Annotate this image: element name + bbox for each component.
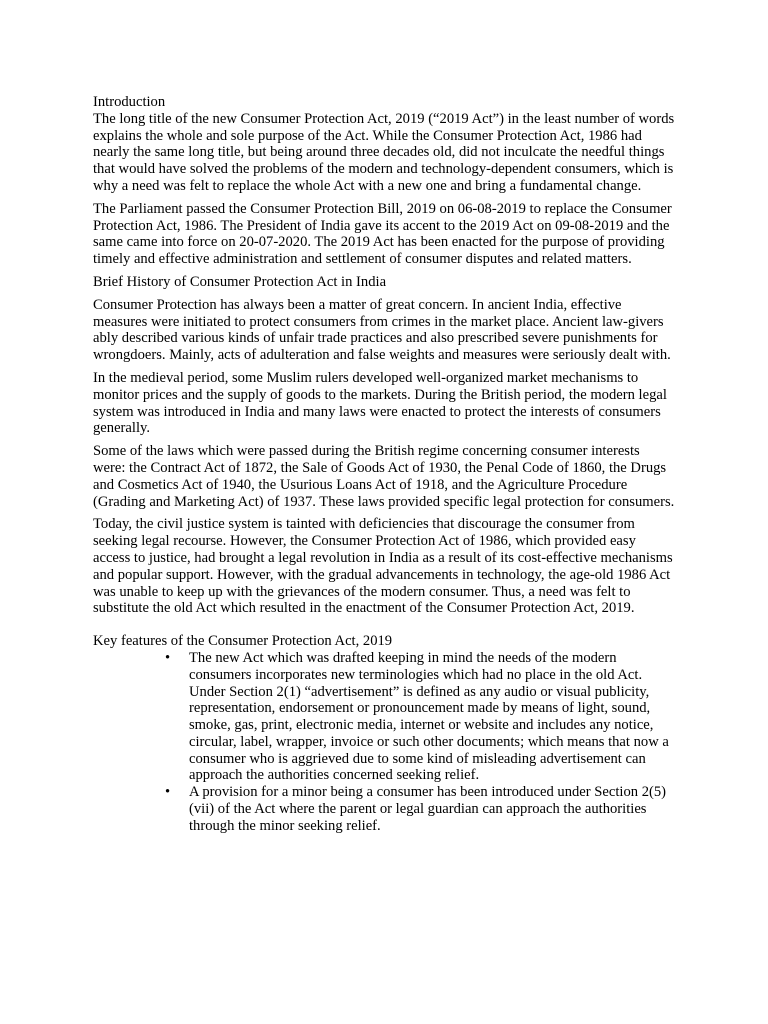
- intro-paragraph-2: The Parliament passed the Consumer Protection Bill, 2019 on 06-08-2019 to replace the Consumer Protection Act, 1986. The President of India gave its accent to the 2019 Act on 09-08-2019 and the same came into force on 20-07-2020. The 2019 Act has been enacted for the purpose of providing timely and effective administration and settlement of consumer disputes and related matters.: [93, 200, 672, 268]
- bullet-icon: •: [165, 649, 171, 666]
- intro-heading: Introduction: [93, 94, 166, 110]
- history-paragraph-2: In the medieval period, some Muslim rulers developed well-organized market mechanisms to monitor prices and the supply of goods to the markets. During the British period, the modern legal system was introduced in India and many laws were enacted to protect the interests of consumers generally.: [93, 369, 667, 437]
- intro-paragraph-1: The long title of the new Consumer Protection Act, 2019 (“2019 Act”) in the least number of words explains the whole and sole purpose of the Act. While the Consumer Protection Act, 1986 had nearly the same long title, but being around three decades old, did not inculcate the needful things that would have solved the problems of the modern and technology-dependent consumers, which is why a need was felt to replace the whole Act with a new one and bring a fundamental change.: [93, 110, 675, 194]
- history-heading: Brief History of Consumer Protection Act in India: [93, 273, 387, 290]
- bullet-icon: •: [165, 784, 171, 801]
- history-paragraph-3: Some of the laws which were passed during the British regime concerning consumer interests were: the Contract Act of 1872, the Sale of Goods Act of 1930, the Penal Code of 1860, the Drugs and Cosmetics Act of 1940, the Usurious Loans Act of 1918, and the Agriculture Procedure (Grading and Marketing Act) of 1937. These laws provided specific legal protection for consumers.: [93, 443, 675, 510]
- feature-text: The new Act which was drafted keeping in mind the needs of the modern consumers incorporates new terminologies which had no place in the old Act. Under Section 2(1) “advertisement” is defined as any audio or visual publicity, representation, endorsement or pronouncement made by means of light, sound, smoke, gas, print, electronic media, internet or website and includes any notice, circular, label, wrapper, invoice or such other documents; which means that now a consumer who is aggrieved due to some kind of misleading advertisement can approach the authorities concerned seeking relief.: [189, 649, 669, 784]
- document-page: [93, 94, 675, 835]
- feature-text: A provision for a minor being a consumer has been introduced under Section 2(5)(vii) of the Act where the parent or legal guardian can approach the authorities through the minor seeking relief.: [189, 784, 667, 834]
- features-heading: Key features of the Consumer Protection Act, 2019: [93, 633, 393, 650]
- section-spacer: [93, 623, 675, 633]
- history-paragraph-1: Consumer Protection has always been a matter of great concern. In ancient India, effective measures were initiated to protect consumers from crimes in the market place. Ancient law-givers ably described various kinds of unfair trade practices and also prescribed severe punishments for wrongdoers. Mainly, acts of adulteration and false weights and measures were seriously dealt with.: [93, 296, 671, 364]
- list-item: [165, 784, 675, 834]
- history-paragraph-4: Today, the civil justice system is tainted with deficiencies that discourage the consumer from seeking legal recourse. However, the Consumer Protection Act of 1986, which provided easy access to justice, had brought a legal revolution in India as a result of its cost-effective mechanisms and popular support. However, with the gradual advancements in technology, the age-old 1986 Act was unable to keep up with the grievances of the modern consumer. Thus, a need was felt to substitute the old Act which resulted in the enactment of the Consumer Protection Act, 2019.: [93, 516, 673, 617]
- list-item: [165, 649, 675, 784]
- features-list: [93, 650, 675, 835]
